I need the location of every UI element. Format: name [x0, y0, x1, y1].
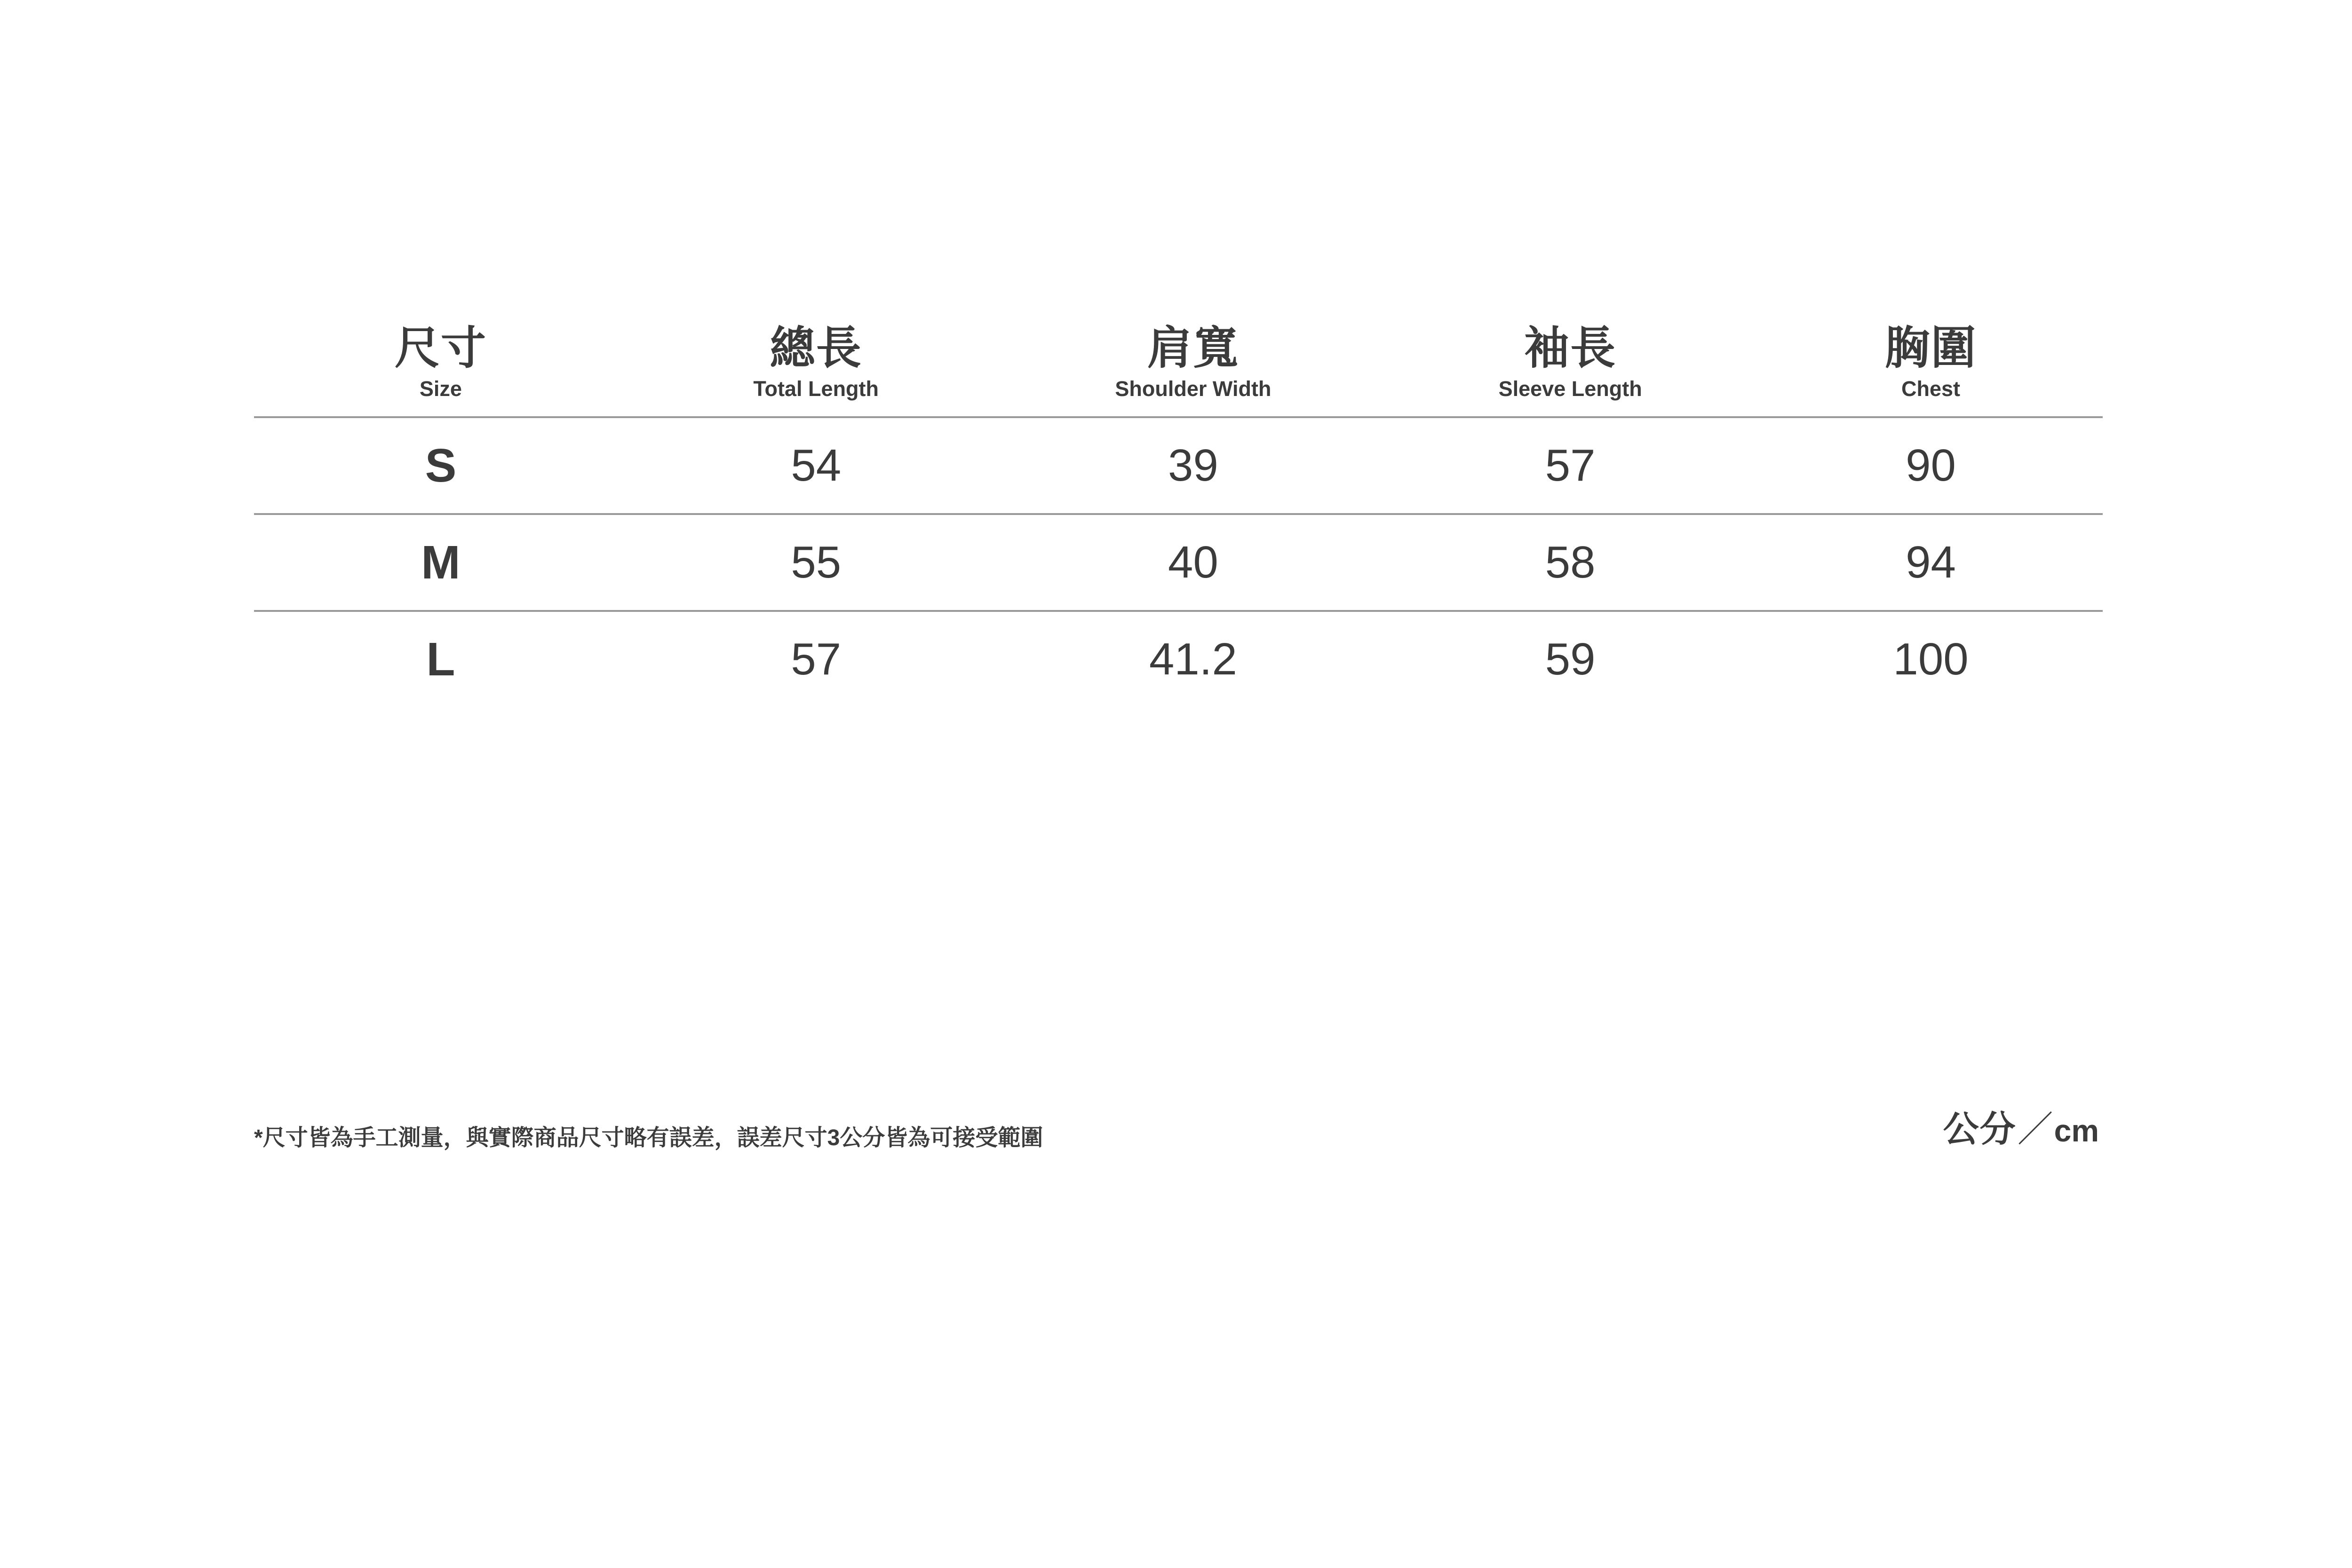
table-row [254, 611, 2103, 707]
column-header-sleeve-length-en: Sleeve Length [1498, 376, 1642, 401]
column-header-chest-en: Chest [1901, 376, 1961, 401]
table-header [254, 325, 2103, 417]
cell-shoulder-width: 40 [1005, 514, 1382, 611]
column-header-shoulder-width [1005, 325, 1382, 417]
table-row [254, 514, 2103, 611]
footnote-row [254, 1101, 2103, 1152]
column-header-total-length [628, 325, 1005, 417]
unit-label-zh: 公分 [1943, 1109, 2017, 1149]
cell-size: L [426, 633, 455, 686]
column-header-sleeve-length-zh: 袖長 [1524, 323, 1617, 373]
unit-label [1943, 1101, 2099, 1152]
column-header-chest-zh: 胸圍 [1884, 323, 1977, 373]
cell-size: M [254, 514, 628, 611]
cell-chest: 100 [1893, 634, 1969, 685]
table-header-row [254, 325, 2103, 417]
column-header-size [254, 325, 628, 417]
cell-size: S [254, 417, 628, 514]
column-header-shoulder-width-en: Shoulder Width [1115, 376, 1271, 401]
column-header-size-zh: 尺寸 [394, 323, 487, 373]
cell-total-length: 57 [791, 634, 842, 685]
column-header-total-length-zh: 總長 [770, 323, 862, 373]
cell-sleeve-length: 57 [1382, 417, 1759, 514]
column-header-sleeve-length [1382, 325, 1759, 417]
size-table [254, 325, 2103, 707]
column-header-chest [1759, 325, 2103, 417]
cell-shoulder-width: 41.2 [1149, 634, 1237, 685]
unit-label-en: cm [2054, 1113, 2099, 1148]
column-header-total-length-en: Total Length [753, 376, 879, 401]
unit-label-separator: ／ [2017, 1109, 2053, 1149]
cell-sleeve-length: 59 [1545, 634, 1596, 685]
table-row [254, 417, 2103, 514]
cell-chest: 90 [1759, 417, 2103, 514]
cell-shoulder-width: 39 [1005, 417, 1382, 514]
column-header-size-en: Size [419, 376, 462, 401]
cell-total-length: 54 [628, 417, 1005, 514]
table-body [254, 417, 2103, 707]
cell-chest: 94 [1759, 514, 2103, 611]
column-header-shoulder-width-zh: 肩寬 [1147, 323, 1240, 373]
size-table-container [254, 325, 2103, 707]
cell-total-length: 55 [628, 514, 1005, 611]
measurement-disclaimer: *尺寸皆為手工測量，與實際商品尺寸略有誤差，誤差尺寸3公分皆為可接受範圍 [254, 1125, 1043, 1151]
cell-sleeve-length: 58 [1382, 514, 1759, 611]
